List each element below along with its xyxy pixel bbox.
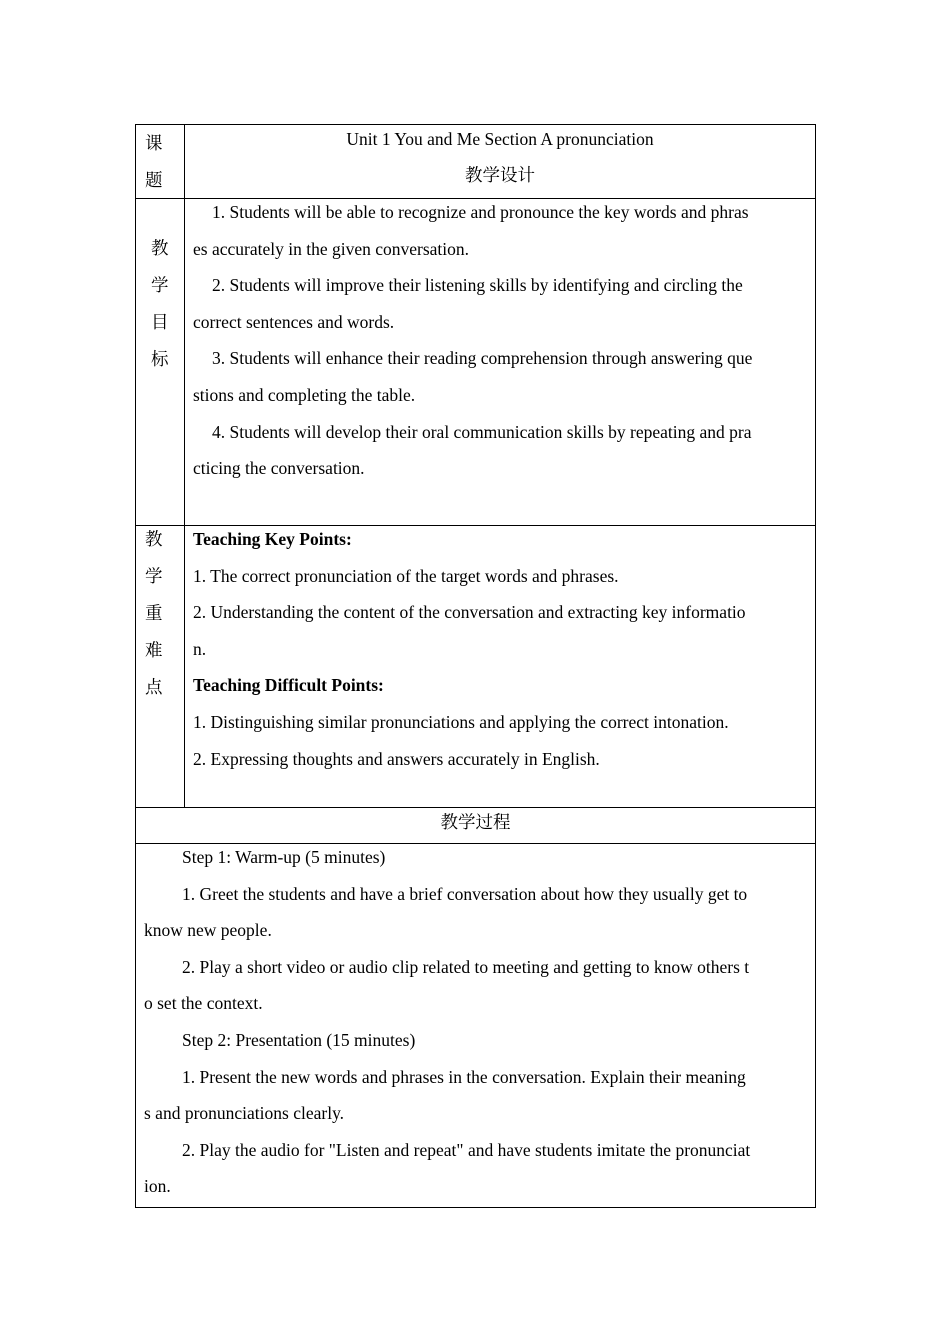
objective-line: cticing the conversation. <box>193 458 365 479</box>
objective-line: stions and completing the table. <box>193 384 416 405</box>
keypoints-label-char: 重 <box>145 603 163 623</box>
process-line: 1. Present the new words and phrases in the conversation. Explain their meaning <box>182 1066 746 1087</box>
process-line: ion. <box>144 1176 171 1197</box>
keypoints-label-char: 难 <box>145 640 163 660</box>
title-row <box>136 125 815 198</box>
difficult-point-line: 2. Expressing thoughts and answers accurately in English. <box>193 748 600 769</box>
title-content-cell <box>185 125 815 198</box>
process-step-heading: Step 2: Presentation (15 minutes) <box>182 1029 416 1050</box>
key-points-heading: Teaching Key Points: <box>193 529 352 549</box>
objectives-row <box>136 198 815 525</box>
page-subtitle: 教学设计 <box>465 165 535 185</box>
process-header: 教学过程 <box>440 812 511 832</box>
keypoints-row <box>136 525 815 807</box>
keypoints-label-char: 点 <box>145 677 163 697</box>
difficult-point-line: 1. Distinguishing similar pronunciations and applying the correct intonation. <box>193 711 729 732</box>
title-label-cell <box>136 125 185 198</box>
process-line: 2. Play the audio for "Listen and repeat" and have students imitate the pronunciat <box>182 1139 751 1160</box>
objectives-label-char: 目 <box>151 312 169 332</box>
process-step-heading: Step 1: Warm-up (5 minutes) <box>182 847 386 867</box>
objectives-label-char: 教 <box>151 238 169 258</box>
keypoints-content-cell <box>185 526 815 807</box>
key-point-line: 1. The correct pronunciation of the target words and phrases. <box>193 565 619 586</box>
objectives-label-char: 学 <box>151 275 169 295</box>
process-line: s and pronunciations clearly. <box>144 1103 345 1124</box>
process-content-cell <box>136 844 815 1207</box>
keypoints-label-cell <box>136 526 185 807</box>
process-row <box>136 843 815 1207</box>
objective-line: correct sentences and words. <box>193 311 395 332</box>
process-line: o set the context. <box>144 993 263 1014</box>
objective-line: es accurately in the given conversation. <box>193 238 470 259</box>
lesson-plan-table <box>135 124 816 1208</box>
key-point-line: n. <box>193 638 207 659</box>
objectives-label-cell <box>136 199 185 525</box>
key-point-line: 2. Understanding the content of the conversation and extracting key informatio <box>193 602 746 623</box>
keypoints-label-char: 教 <box>145 529 163 549</box>
process-line: 2. Play a short video or audio clip related to meeting and getting to know others t <box>182 956 750 977</box>
title-label-char: 课 <box>145 133 163 153</box>
objective-line: 3. Students will enhance their reading comprehension through answering que <box>212 348 753 369</box>
keypoints-label-char: 学 <box>145 566 163 586</box>
objective-line: 1. Students will be able to recognize and pronounce the key words and phras <box>212 202 749 222</box>
objectives-label-char: 标 <box>151 349 169 369</box>
objectives-content-cell <box>185 199 815 525</box>
process-header-row <box>136 807 815 843</box>
objective-line: 2. Students will improve their listening skills by identifying and circling the <box>212 275 743 296</box>
difficult-points-heading: Teaching Difficult Points: <box>193 675 384 696</box>
process-line: know new people. <box>144 920 272 941</box>
title-label-char: 题 <box>145 170 163 190</box>
page-title: Unit 1 You and Me Section A pronunciation <box>346 129 654 149</box>
objective-line: 4. Students will develop their oral communication skills by repeating and pra <box>212 421 752 442</box>
process-line: 1. Greet the students and have a brief conversation about how they usually get to <box>182 883 748 904</box>
